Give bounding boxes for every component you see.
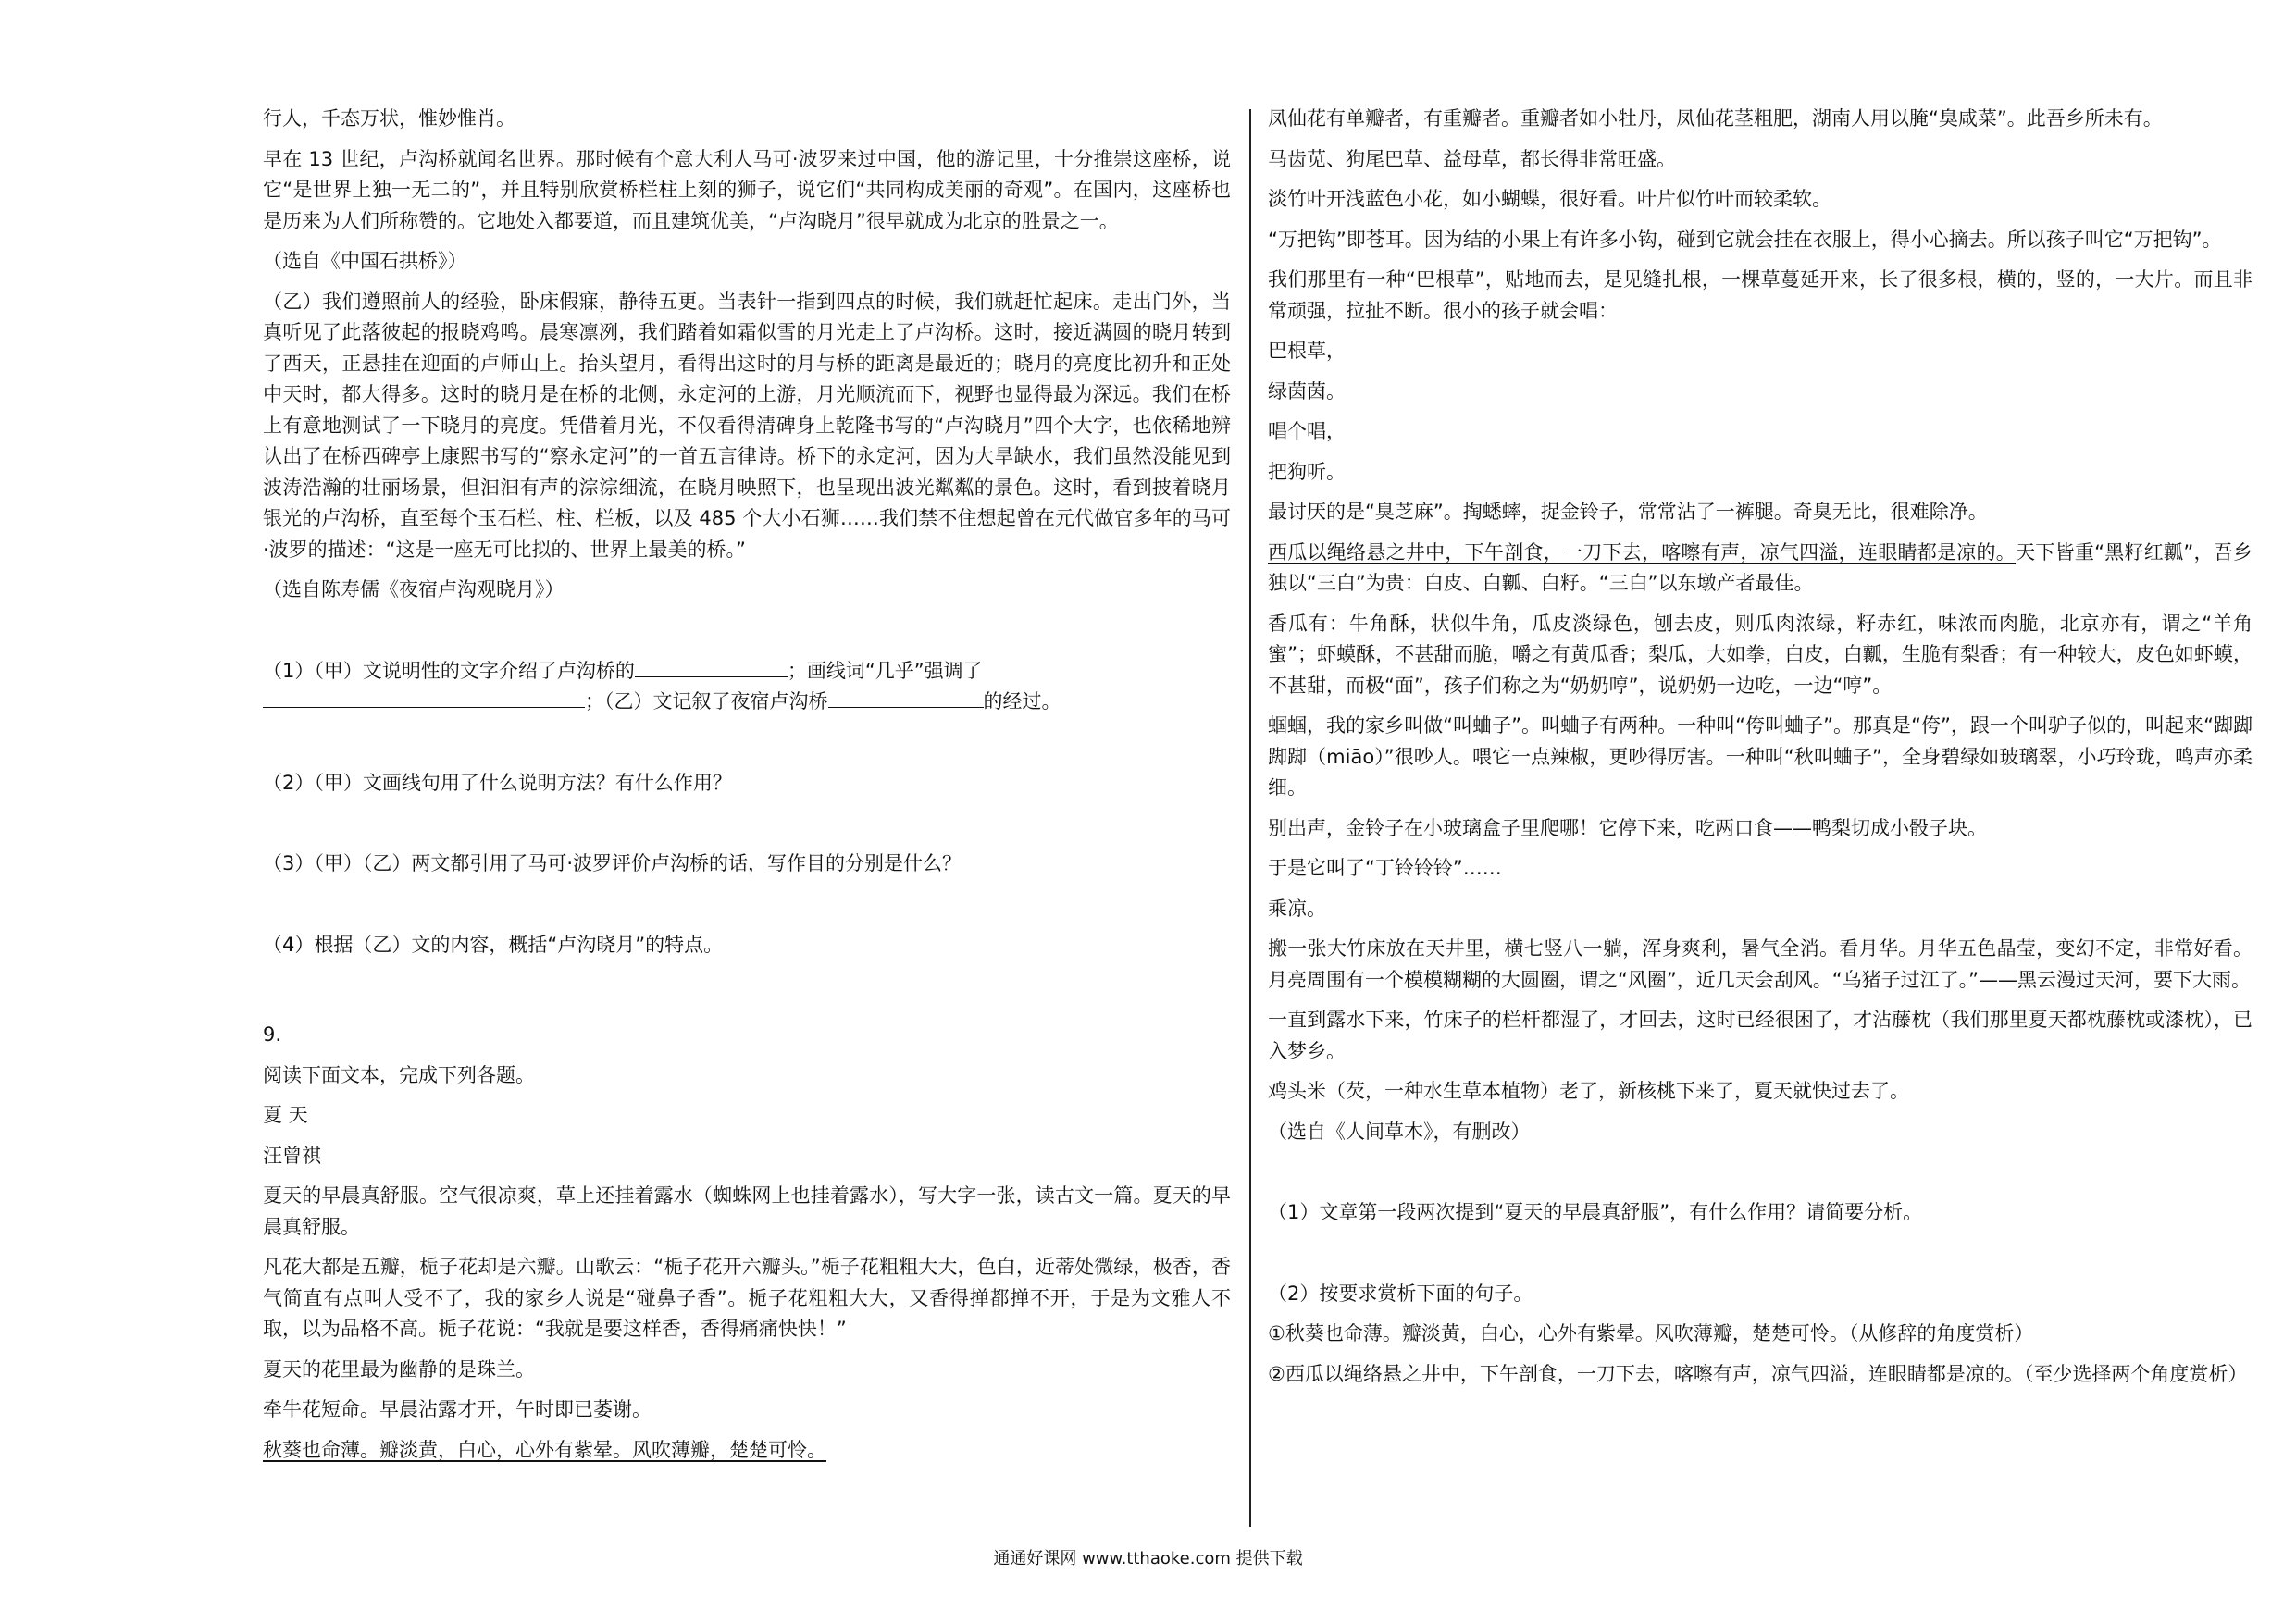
left-column: [263, 104, 1231, 1475]
source-note: （选自《中国石拱桥》）: [263, 250, 467, 272]
paragraph: 香瓜有：牛角酥，状似牛角，瓜皮淡绿色，刨去皮，则瓜肉浓绿，籽赤红，味浓而肉脆，北京亦有，谓之“羊角蜜”；虾蟆酥，不甚甜而脆，嚼之有黄瓜香；梨瓜，大如拳，白皮，白瓤，生脆有梨香；有一种较大，皮色如虾蟆，不甚甜，而极“面”，孩子们称之为“奶奶哼”，说奶奶一边吃，一边“哼”。: [1268, 612, 2253, 697]
paragraph: 牵牛花短命。早晨沾露才开，午时即已萎谢。: [263, 1398, 652, 1420]
article-author: 汪曾祺: [263, 1144, 321, 1167]
song-line: 把狗听。: [1268, 460, 1346, 483]
footer-credit: 通通好课网 www.tthaoke.com 提供下载: [993, 1549, 1303, 1568]
question-1: （1）（甲）文说明性的文字介绍了卢沟桥的 ；画线词“几乎”强调了 ；（乙）文记叙了夜宿卢沟桥 的经过。: [263, 656, 1231, 718]
paragraph: 鸡头米（芡，一种水生草本植物）老了，新核桃下来了，夏天就快过去了。: [1268, 1080, 1909, 1102]
paragraph: 凤仙花有单瓣者，有重瓣者。重瓣者如小牡丹，凤仙花茎粗肥，湖南人用以腌“臭咸菜”。此吾乡所未有。: [1268, 107, 2163, 130]
question-2: （2）按要求赏析下面的句子。: [1268, 1282, 1533, 1305]
paragraph: 夏天的早晨真舒服。空气很凉爽，草上还挂着露水（蜘蛛网上也挂着露水），写大字一张，读古文一篇。夏天的早晨真舒服。: [263, 1184, 1231, 1238]
underlined-paragraph: 秋葵也命薄。瓣淡黄，白心，心外有紫晕。风吹薄瓣，楚楚可怜。: [263, 1438, 826, 1461]
answer-blank[interactable]: [828, 687, 984, 708]
paragraph: 马齿苋、狗尾巴草、益母草，都长得非常旺盛。: [1268, 147, 1676, 170]
right-column: [1268, 104, 2253, 1399]
article-title: 夏 天: [263, 1104, 308, 1126]
column-divider: [1249, 109, 1251, 1527]
paragraph: 凡花大都是五瓣，栀子花却是六瓣。山歌云：“栀子花开六瓣头。”栀子花粗粗大大，色白，近蒂处微绿，极香，香气简直有点叫人受不了，我的家乡人说是“碰鼻子香”。栀子花粗粗大大，又香得掸都掸不开，于是为文雅人不取，以为品格不高。栀子花说：“我就是要这样香，香得痛痛快快！”: [263, 1256, 1231, 1340]
song-line: 巴根草，: [1268, 340, 1346, 362]
answer-blank[interactable]: [263, 687, 585, 708]
song-line: 绿茵茵。: [1268, 379, 1346, 403]
underlined-sentence: 西瓜以绳络悬之井中，下午剖食，一刀下去，喀嚓有声，凉气四溢，连眼睛都是凉的。: [1268, 540, 2017, 564]
source-note: （选自陈寿儒《夜宿卢沟观晓月》）: [263, 578, 565, 601]
paragraph: 淡竹叶开浅蓝色小花，如小蝴蝶，很好看。叶片似竹叶而较柔软。: [1268, 188, 1831, 210]
paragraph: 搬一张大竹床放在天井里，横七竖八一躺，浑身爽利，暑气全消。看月华。月华五色晶莹，变幻不定，非常好看。月亮周围有一个模模糊糊的大圆圈，谓之“风圈”，近几天会刮风。“乌猪子过江了。”——黑云漫过天河，要下大雨。: [1268, 937, 2253, 991]
paragraph: 夏天的花里最为幽静的是珠兰。: [263, 1357, 535, 1381]
paragraph: 于是它叫了“丁铃铃铃”……: [1268, 857, 1502, 879]
answer-blank[interactable]: [635, 656, 788, 677]
source-note: （选自《人间草木》，有删改）: [1268, 1120, 1531, 1143]
instruction: 阅读下面文本，完成下列各题。: [263, 1063, 535, 1086]
song-line: 唱个唱，: [1268, 420, 1346, 442]
question-1: （1）文章第一段两次提到“夏天的早晨真舒服”，有什么作用？请简要分析。: [1268, 1201, 1923, 1223]
paragraph: “万把钩”即苍耳。因为结的小果上有许多小钩，碰到它就会挂在衣服上，得小心摘去。所以孩子叫它“万把钩”。: [1268, 228, 2222, 251]
paragraph: 我们那里有一种“巴根草”，贴地而去，是见缝扎根，一棵草蔓延开来，长了很多根，横的，竖的，一大片。而且非常顽强，拉扯不断。很小的孩子就会唱：: [1268, 268, 2253, 322]
sub-question: ②西瓜以绳络悬之井中，下午剖食，一刀下去，喀嚓有声，凉气四溢，连眼睛都是凉的。（至少选择两个角度赏析）: [1268, 1362, 2248, 1385]
question-3: （3）（甲）（乙）两文都引用了马可·波罗评价卢沟桥的话，写作目的分别是什么？: [263, 852, 962, 874]
paragraph: 别出声，金铃子在小玻璃盒子里爬哪！它停下来，吃两口食——鸭梨切成小骰子块。: [1268, 816, 1987, 839]
paragraph: 乘凉。: [1268, 897, 1326, 920]
question-number: 9.: [263, 1023, 282, 1046]
paragraph: 最讨厌的是“臭芝麻”。掏蟋蟀，捉金铃子，常常沾了一裤腿。奇臭无比，很难除净。: [1268, 501, 1988, 523]
paragraph: 西瓜以绳络悬之井中，下午剖食，一刀下去，喀嚓有声，凉气四溢，连眼睛都是凉的。天下皆重“黑籽红瓤”，吾乡独以“三白”为贵：白皮、白瓤、白籽。“三白”以东墩产者最佳。: [1268, 540, 2253, 594]
paragraph: 行人，千态万状，惟妙惟肖。: [263, 107, 515, 130]
question-2: （2）（甲）文画线句用了什么说明方法？有什么作用？: [263, 771, 732, 794]
paragraph: （乙）我们遵照前人的经验，卧床假寐，静待五更。当表针一指到四点的时候，我们就赶忙起床。走出门外，当真听见了此落彼起的报晓鸡鸣。晨寒凛冽，我们踏着如霜似雪的月光走上了卢沟桥。这时，接近满圆的晓月转到了西天，正悬挂在迎面的卢师山上。抬头望月，看得出这时的月与桥的距离是最近的；晓月的亮度比初升和正处中天时，都大得多。这时的晓月是在桥的北侧，永定河的上游，月光顺流而下，视野也显得最为深远。我们在桥上有意地测试了一下晓月的亮度。凭借着月光，不仅看得清碑身上乾隆书写的“卢沟晓月”四个大字，也依稀地辨认出了在桥西碑亭上康熙书写的“察永定河”的一首五言律诗。桥下的永定河，因为大旱缺水，我们虽然没能见到波涛浩瀚的壮丽场景，但汩汩有声的淙淙细流，在晓月映照下，也呈现出波光粼粼的景色。这时，看到披着晓月银光的卢沟桥，直至每个玉石栏、柱、栏板，以及 485 个大小石狮……我们禁不住想起曾在元代做官多年的马可·波罗的描述：“这是一座无可比拟的、世界上最美的桥。”: [263, 290, 1231, 561]
paragraph: 早在 13 世纪，卢沟桥就闻名世界。那时候有个意大利人马可·波罗来过中国，他的游记里，十分推崇这座桥，说它“是世界上独一无二的”，并且特别欣赏桥栏柱上刻的狮子，说它们“共同构成美丽的奇观”。在国内，这座桥也是历来为人们所称赞的。它地处入都要道，而且建筑优美，“卢沟晓月”很早就成为北京的胜景之一。: [263, 147, 1231, 232]
question-4: （4）根据（乙）文的内容，概括“卢沟晓月”的特点。: [263, 933, 724, 956]
paragraph: 蝈蝈，我的家乡叫做“叫蛐子”。叫蛐子有两种。一种叫“侉叫蛐子”。那真是“侉”，跟一个叫驴子似的，叫起来“踋踋踋踋（miāo）”很吵人。喂它一点辣椒，更吵得厉害。一种叫“秋叫蛐子”，全身碧绿如玻璃翠，小巧玲珑，鸣声亦柔细。: [1268, 714, 2253, 799]
sub-question: ①秋葵也命薄。瓣淡黄，白心，心外有紫晕。风吹薄瓣，楚楚可怜。（从修辞的角度赏析）: [1268, 1322, 2034, 1344]
paragraph: 一直到露水下来，竹床子的栏杆都湿了，才回去，这时已经很困了，才沾藤枕（我们那里夏天都枕藤枕或漆枕），已入梦乡。: [1268, 1009, 2253, 1062]
